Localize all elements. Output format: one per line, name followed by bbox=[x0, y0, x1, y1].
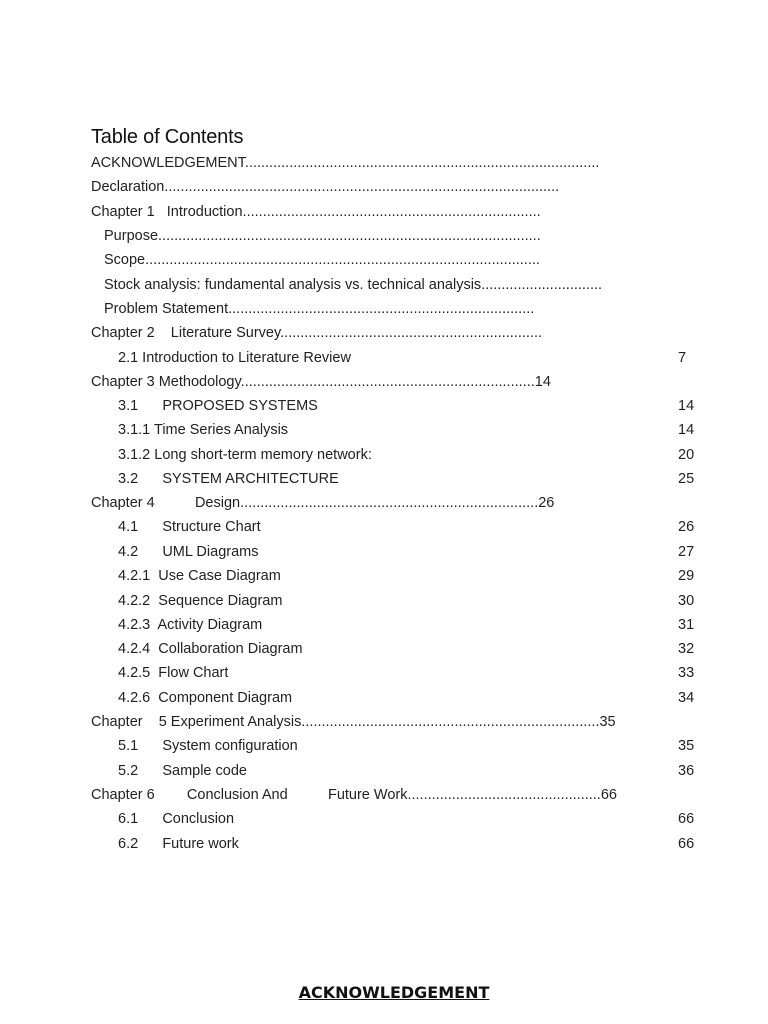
toc-entry[interactable] bbox=[118, 349, 351, 367]
toc-entry-label: 4.2.2 Sequence Diagram bbox=[118, 593, 283, 609]
toc-entry[interactable] bbox=[118, 762, 247, 780]
toc-entry[interactable] bbox=[118, 543, 258, 561]
toc-entry-label: Purpose bbox=[104, 228, 159, 244]
toc-page-number: 35 bbox=[599, 714, 616, 730]
toc-entry[interactable] bbox=[118, 737, 298, 755]
toc-entry-label: 3.1 PROPOSED SYSTEMS bbox=[118, 398, 318, 414]
toc-page-number: 26 bbox=[538, 495, 555, 511]
toc-dot-leader: .......................................................................... bbox=[240, 495, 539, 511]
toc-page-number: 30 bbox=[678, 593, 695, 609]
toc-entry[interactable] bbox=[104, 227, 541, 245]
toc-entry[interactable] bbox=[118, 518, 261, 536]
toc-dot-leader: ............................................................................ bbox=[228, 301, 535, 317]
toc-entry[interactable] bbox=[91, 494, 554, 512]
toc-page-number: 66 bbox=[600, 787, 617, 803]
toc-dot-leader: .................................................................................................. bbox=[164, 179, 560, 195]
toc-entry-label: 3.1.1 Time Series Analysis bbox=[118, 422, 289, 438]
toc-page-number: 66 bbox=[678, 811, 695, 827]
toc-entry[interactable] bbox=[118, 616, 262, 634]
toc-entry-label: 4.1 Structure Chart bbox=[118, 519, 261, 535]
toc-entry-label: 4.2.1 Use Case Diagram bbox=[118, 568, 281, 584]
toc-page-number: 66 bbox=[678, 836, 695, 852]
toc-page-number: 7 bbox=[678, 350, 687, 366]
toc-entry[interactable] bbox=[118, 592, 282, 610]
toc-entry-label: 4.2.6 Component Diagram bbox=[118, 690, 293, 706]
toc-dot-leader: .......................................................................... bbox=[301, 714, 600, 730]
toc-title: Table of Contents bbox=[91, 126, 244, 148]
toc-dot-leader: ......................................................................... bbox=[240, 374, 535, 390]
toc-page-number: 14 bbox=[534, 374, 551, 390]
toc-entry[interactable] bbox=[91, 324, 542, 342]
toc-entry[interactable] bbox=[91, 203, 541, 221]
toc-dot-leader: ............................................................................................... bbox=[158, 228, 541, 244]
toc-entry-label: ACKNOWLEDGEMENT bbox=[91, 155, 245, 171]
toc-dot-leader: ........................................................................................ bbox=[244, 155, 600, 171]
toc-page-number: 31 bbox=[678, 617, 695, 633]
toc-page-number: 34 bbox=[678, 690, 695, 706]
toc-page-number: 35 bbox=[678, 738, 695, 754]
toc-page-number: 26 bbox=[678, 519, 695, 535]
toc-entry-label: 3.1.2 Long short-term memory network: bbox=[118, 447, 372, 463]
toc-entry[interactable] bbox=[118, 567, 281, 585]
toc-entry-label: 6.2 Future work bbox=[118, 836, 239, 852]
toc-entry-label: Scope bbox=[104, 252, 146, 268]
toc-entry-label: Declaration bbox=[91, 179, 165, 195]
toc-entry[interactable] bbox=[104, 300, 534, 318]
toc-entry-label: Stock analysis: fundamental analysis vs. technical analysis bbox=[104, 277, 482, 293]
toc-dot-leader: ................................................ bbox=[407, 787, 601, 803]
toc-entry[interactable] bbox=[91, 178, 559, 196]
toc-entry[interactable] bbox=[118, 397, 318, 415]
toc-dot-leader: .............................. bbox=[481, 277, 603, 293]
toc-entry-label: 5.1 System configuration bbox=[118, 738, 298, 754]
toc-entry[interactable] bbox=[118, 664, 228, 682]
toc-page-number: 14 bbox=[678, 398, 695, 414]
toc-entry-label: 4.2.3 Activity Diagram bbox=[118, 617, 263, 633]
toc-entry[interactable] bbox=[118, 446, 372, 464]
toc-entry[interactable] bbox=[118, 689, 292, 707]
toc-page-number: 32 bbox=[678, 641, 695, 657]
toc-dot-leader: .................................................................................................. bbox=[145, 252, 540, 268]
toc-page-number: 33 bbox=[678, 665, 695, 681]
toc-entry-label: Chapter 6 Conclusion And Future Work bbox=[91, 787, 408, 803]
toc-entry[interactable] bbox=[118, 470, 339, 488]
toc-entry-label: 2.1 Introduction to Literature Review bbox=[118, 350, 351, 366]
toc-entry[interactable] bbox=[91, 713, 616, 731]
toc-entry-label: 4.2.4 Collaboration Diagram bbox=[118, 641, 303, 657]
toc-dot-leader: .......................................................................... bbox=[242, 204, 541, 220]
toc-page-number: 36 bbox=[678, 763, 695, 779]
toc-page-number: 27 bbox=[678, 544, 695, 560]
toc-entry[interactable] bbox=[118, 640, 303, 658]
toc-entry-label: Problem Statement bbox=[104, 301, 229, 317]
toc-entry[interactable] bbox=[118, 810, 234, 828]
toc-entry-label: Chapter 3 Methodology bbox=[91, 374, 241, 390]
toc-page-number: 14 bbox=[678, 422, 695, 438]
toc-page-number: 29 bbox=[678, 568, 695, 584]
acknowledgement-heading: ACKNOWLEDGEMENT bbox=[298, 983, 490, 1002]
toc-entry-label: 3.2 SYSTEM ARCHITECTURE bbox=[118, 471, 339, 487]
toc-dot-leader: ................................................................. bbox=[280, 325, 542, 341]
toc-entry-label: 5.2 Sample code bbox=[118, 763, 247, 779]
toc-entry[interactable] bbox=[91, 154, 599, 172]
toc-entry[interactable] bbox=[91, 373, 551, 391]
toc-entry[interactable] bbox=[91, 786, 617, 804]
toc-entry-label: 4.2 UML Diagrams bbox=[118, 544, 259, 560]
toc-entry-label: Chapter 5 Experiment Analysis bbox=[91, 714, 302, 730]
toc-entry[interactable] bbox=[104, 251, 540, 269]
toc-entry-label: Chapter 4 Design bbox=[91, 495, 241, 511]
toc-entry-label: 4.2.5 Flow Chart bbox=[118, 665, 229, 681]
toc-entry[interactable] bbox=[118, 421, 288, 439]
toc-entry-label: 6.1 Conclusion bbox=[118, 811, 235, 827]
toc-entry[interactable] bbox=[118, 835, 239, 853]
toc-entry[interactable] bbox=[104, 276, 602, 294]
toc-page-number: 25 bbox=[678, 471, 695, 487]
toc-page-number: 20 bbox=[678, 447, 695, 463]
toc-entry-label: Chapter 1 Introduction bbox=[91, 204, 243, 220]
toc-entry-label: Chapter 2 Literature Survey bbox=[91, 325, 281, 341]
